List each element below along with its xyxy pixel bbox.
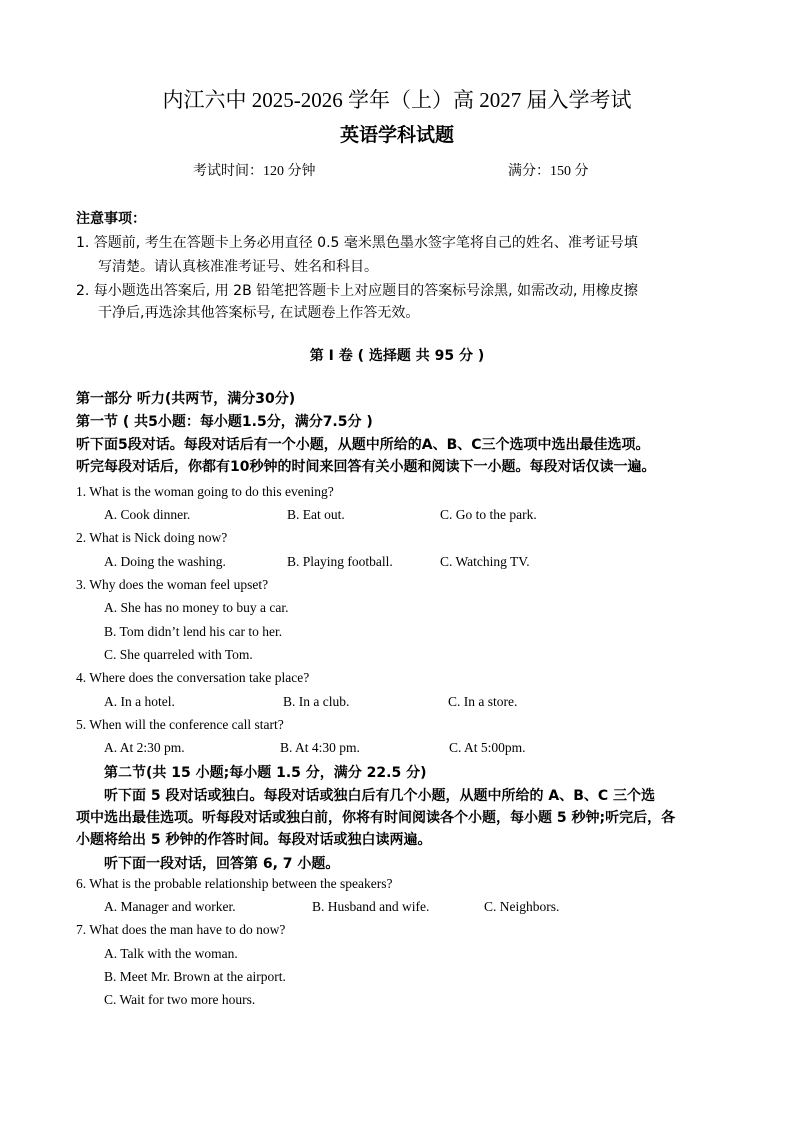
section2-title: 第二节(共 15 小题;每小题 1.5 分，满分 22.5 分): [104, 765, 427, 781]
section2-instruction-cont-2: 小题将给出 5 秒钟的作答时间。每段对话或独白读两遍。: [76, 832, 432, 848]
section2-instruction: 听下面 5 段对话或独白。每段对话或独白后有几个小题，从题中所给的 A、B、C 三个选: [104, 788, 656, 804]
q3-option-c: C. She quarreled with Tom.: [104, 647, 253, 662]
section2-sub-instruction: 听下面一段对话，回答第 6, 7 小题。: [104, 856, 340, 872]
q1-option-c: C. Go to the park.: [440, 507, 537, 522]
page-title: 内江六中 2025-2026 学年（上）高 2027 届入学考试: [162, 88, 632, 112]
question-4: 4. Where does the conversation take place?: [76, 670, 310, 685]
question-7: 7. What does the man have to do now?: [76, 922, 286, 937]
notice-heading: 注意事项：: [76, 211, 146, 227]
question-6: 6. What is the probable relationship between the speakers?: [76, 876, 393, 891]
q7-option-c: C. Wait for two more hours.: [104, 992, 256, 1007]
q4-option-a: A. In a hotel.: [104, 694, 175, 709]
q1-option-a: A. Cook dinner.: [104, 507, 191, 522]
exam-time: 考试时间：120 分钟: [193, 164, 316, 179]
q5-option-a: A. At 2:30 pm.: [104, 740, 185, 755]
q5-option-b: B. At 4:30 pm.: [280, 740, 360, 755]
question-3: 3. Why does the woman feel upset?: [76, 577, 269, 592]
section1-instruction: 听下面5段对话。每段对话后有一个小题，从题中所给的A、B、C三个选项中选出最佳选项。: [76, 437, 650, 453]
q6-option-b: B. Husband and wife.: [312, 899, 430, 914]
section2-instruction-cont: 项中选出最佳选项。听每段对话或独白前，你将有时间阅读各个小题，每小题 5 秒钟;听完后，各: [76, 810, 676, 826]
q2-option-b: B. Playing football.: [287, 554, 393, 569]
notice-item-1-cont: 写清楚。请认真核准准考证号、姓名和科目。: [98, 259, 378, 275]
notice-item-1: 1. 答题前, 考生在答题卡上务必用直径 0.5 毫米黑色墨水签字笔将自己的姓名、准考证号填: [76, 235, 638, 251]
section1-instruction-cont: 听完每段对话后，你都有10秒钟的时间来回答有关小题和阅读下一小题。每段对话仅读一遍。: [76, 459, 656, 475]
section1-title: 第一节 ( 共5小题：每小题1.5分，满分7.5分 ): [76, 414, 373, 430]
q6-option-c: C. Neighbors.: [484, 899, 560, 914]
q7-option-a: A. Talk with the woman.: [104, 946, 238, 961]
question-5: 5. When will the conference call start?: [76, 717, 284, 732]
q1-option-b: B. Eat out.: [287, 507, 345, 522]
q3-option-b: B. Tom didn’t lend his car to her.: [104, 624, 283, 639]
notice-item-2: 2. 每小题选出答案后, 用 2B 铅笔把答题卡上对应题目的答案标号涂黑, 如需改动, 用橡皮擦: [76, 283, 638, 299]
notice-item-2-cont: 干净后,再选涂其他答案标号, 在试题卷上作答无效。: [98, 305, 420, 321]
volume-title: 第 I 卷 ( 选择题 共 95 分 ): [309, 348, 485, 364]
q5-option-c: C. At 5:00pm.: [449, 740, 526, 755]
page-subtitle: 英语学科试题: [339, 125, 454, 146]
q4-option-b: B. In a club.: [283, 694, 350, 709]
q4-option-c: C. In a store.: [448, 694, 518, 709]
question-1: 1. What is the woman going to do this evening?: [76, 484, 334, 499]
q6-option-a: A. Manager and worker.: [104, 899, 236, 914]
full-score: 满分：150 分: [508, 164, 589, 179]
q7-option-b: B. Meet Mr. Brown at the airport.: [104, 969, 286, 984]
q3-option-a: A. She has no money to buy a car.: [104, 600, 289, 615]
question-2: 2. What is Nick doing now?: [76, 530, 228, 545]
q2-option-c: C. Watching TV.: [440, 554, 530, 569]
part1-title: 第一部分 听力(共两节，满分30分): [76, 391, 296, 407]
q2-option-a: A. Doing the washing.: [104, 554, 226, 569]
